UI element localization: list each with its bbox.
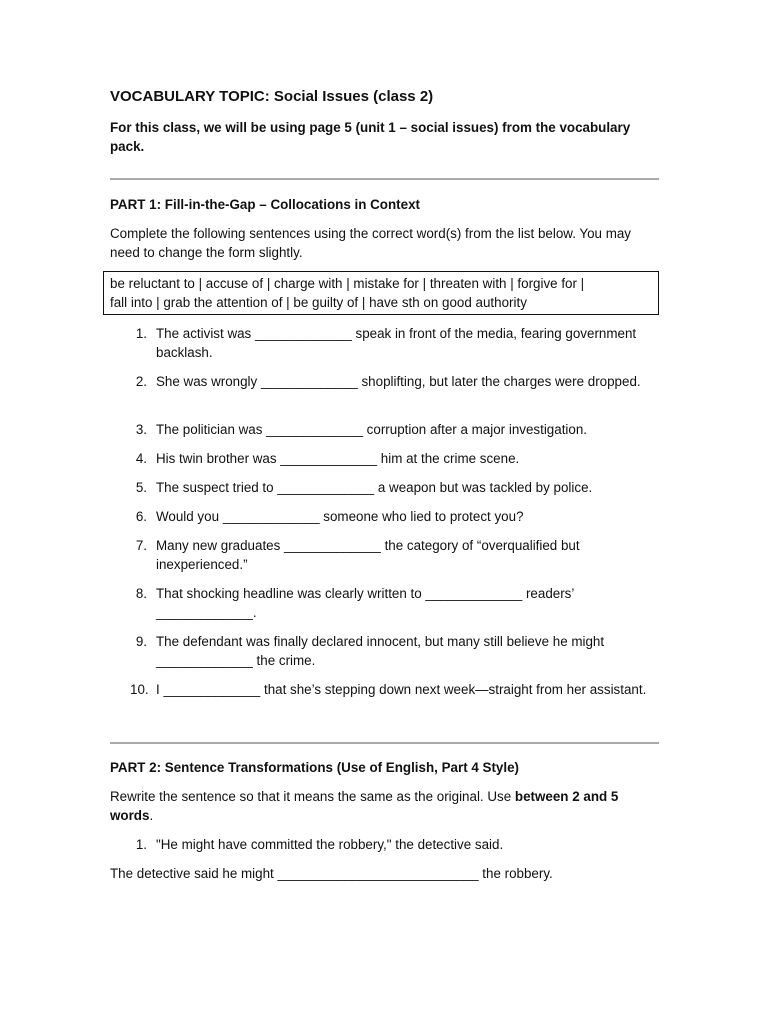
part2-heading: PART 2: Sentence Transformations (Use of English, Part 4 Style): [110, 760, 520, 775]
part1-heading: PART 1: Fill-in-the-Gap – Collocations in Context: [110, 197, 420, 212]
item-number: 4.: [135, 451, 147, 466]
item-number: 9.: [135, 634, 147, 649]
item-text: She was wrongly _____________ shoplifting, but later the charges were dropped.: [156, 374, 641, 389]
item-text: The suspect tried to _____________ a weapon but was tackled by police.: [156, 480, 593, 495]
item-number: 3.: [135, 422, 147, 437]
part2-instructions: Rewrite the sentence so that it means the same as the original. Use between 2 and 5 words.: [110, 789, 619, 823]
item-text: His twin brother was _____________ him at the crime scene.: [156, 451, 520, 466]
page-title: VOCABULARY TOPIC: Social Issues (class 2): [110, 88, 434, 105]
part1-instructions: Complete the following sentences using the correct word(s) from the list below. You may need to change the form slightly.: [110, 226, 632, 260]
item-text: I _____________ that she’s stepping down next week—straight from her assistant.: [156, 682, 647, 697]
answer-line: The detective said he might ___________________________ the robbery.: [110, 866, 553, 881]
item-number: 10.: [130, 682, 149, 697]
divider: [110, 178, 659, 180]
item-number: 6.: [135, 509, 147, 524]
item-number: 1.: [135, 837, 147, 852]
item-text: The defendant was finally declared innocent, but many still believe he might _____________ the crime.: [156, 634, 605, 668]
word-list-line: fall into | grab the attention of | be guilty of | have sth on good authority: [110, 295, 527, 310]
item-text: The activist was _____________ speak in front of the media, fearing government backlash.: [156, 326, 637, 360]
item-text: Many new graduates _____________ the category of “overqualified but inexperienced.”: [156, 538, 580, 572]
item-number: 8.: [135, 586, 147, 601]
item-text: Would you _____________ someone who lied to protect you?: [156, 509, 524, 524]
item-text: That shocking headline was clearly written to _____________ readers’ _____________.: [156, 586, 574, 620]
item-text: The politician was _____________ corruption after a major investigation.: [156, 422, 587, 437]
item-number: 7.: [135, 538, 147, 553]
divider: [110, 742, 659, 744]
word-list-box: [103, 271, 659, 315]
intro-text: For this class, we will be using page 5 (unit 1 – social issues) from the vocabulary pack.: [110, 120, 631, 154]
item-number: 5.: [135, 480, 147, 495]
word-list-line: be reluctant to | accuse of | charge with | mistake for | threaten with | forgive for |: [110, 276, 585, 291]
item-number: 2.: [135, 374, 147, 389]
item-text: "He might have committed the robbery," the detective said.: [156, 837, 504, 852]
item-number: 1.: [135, 326, 147, 341]
